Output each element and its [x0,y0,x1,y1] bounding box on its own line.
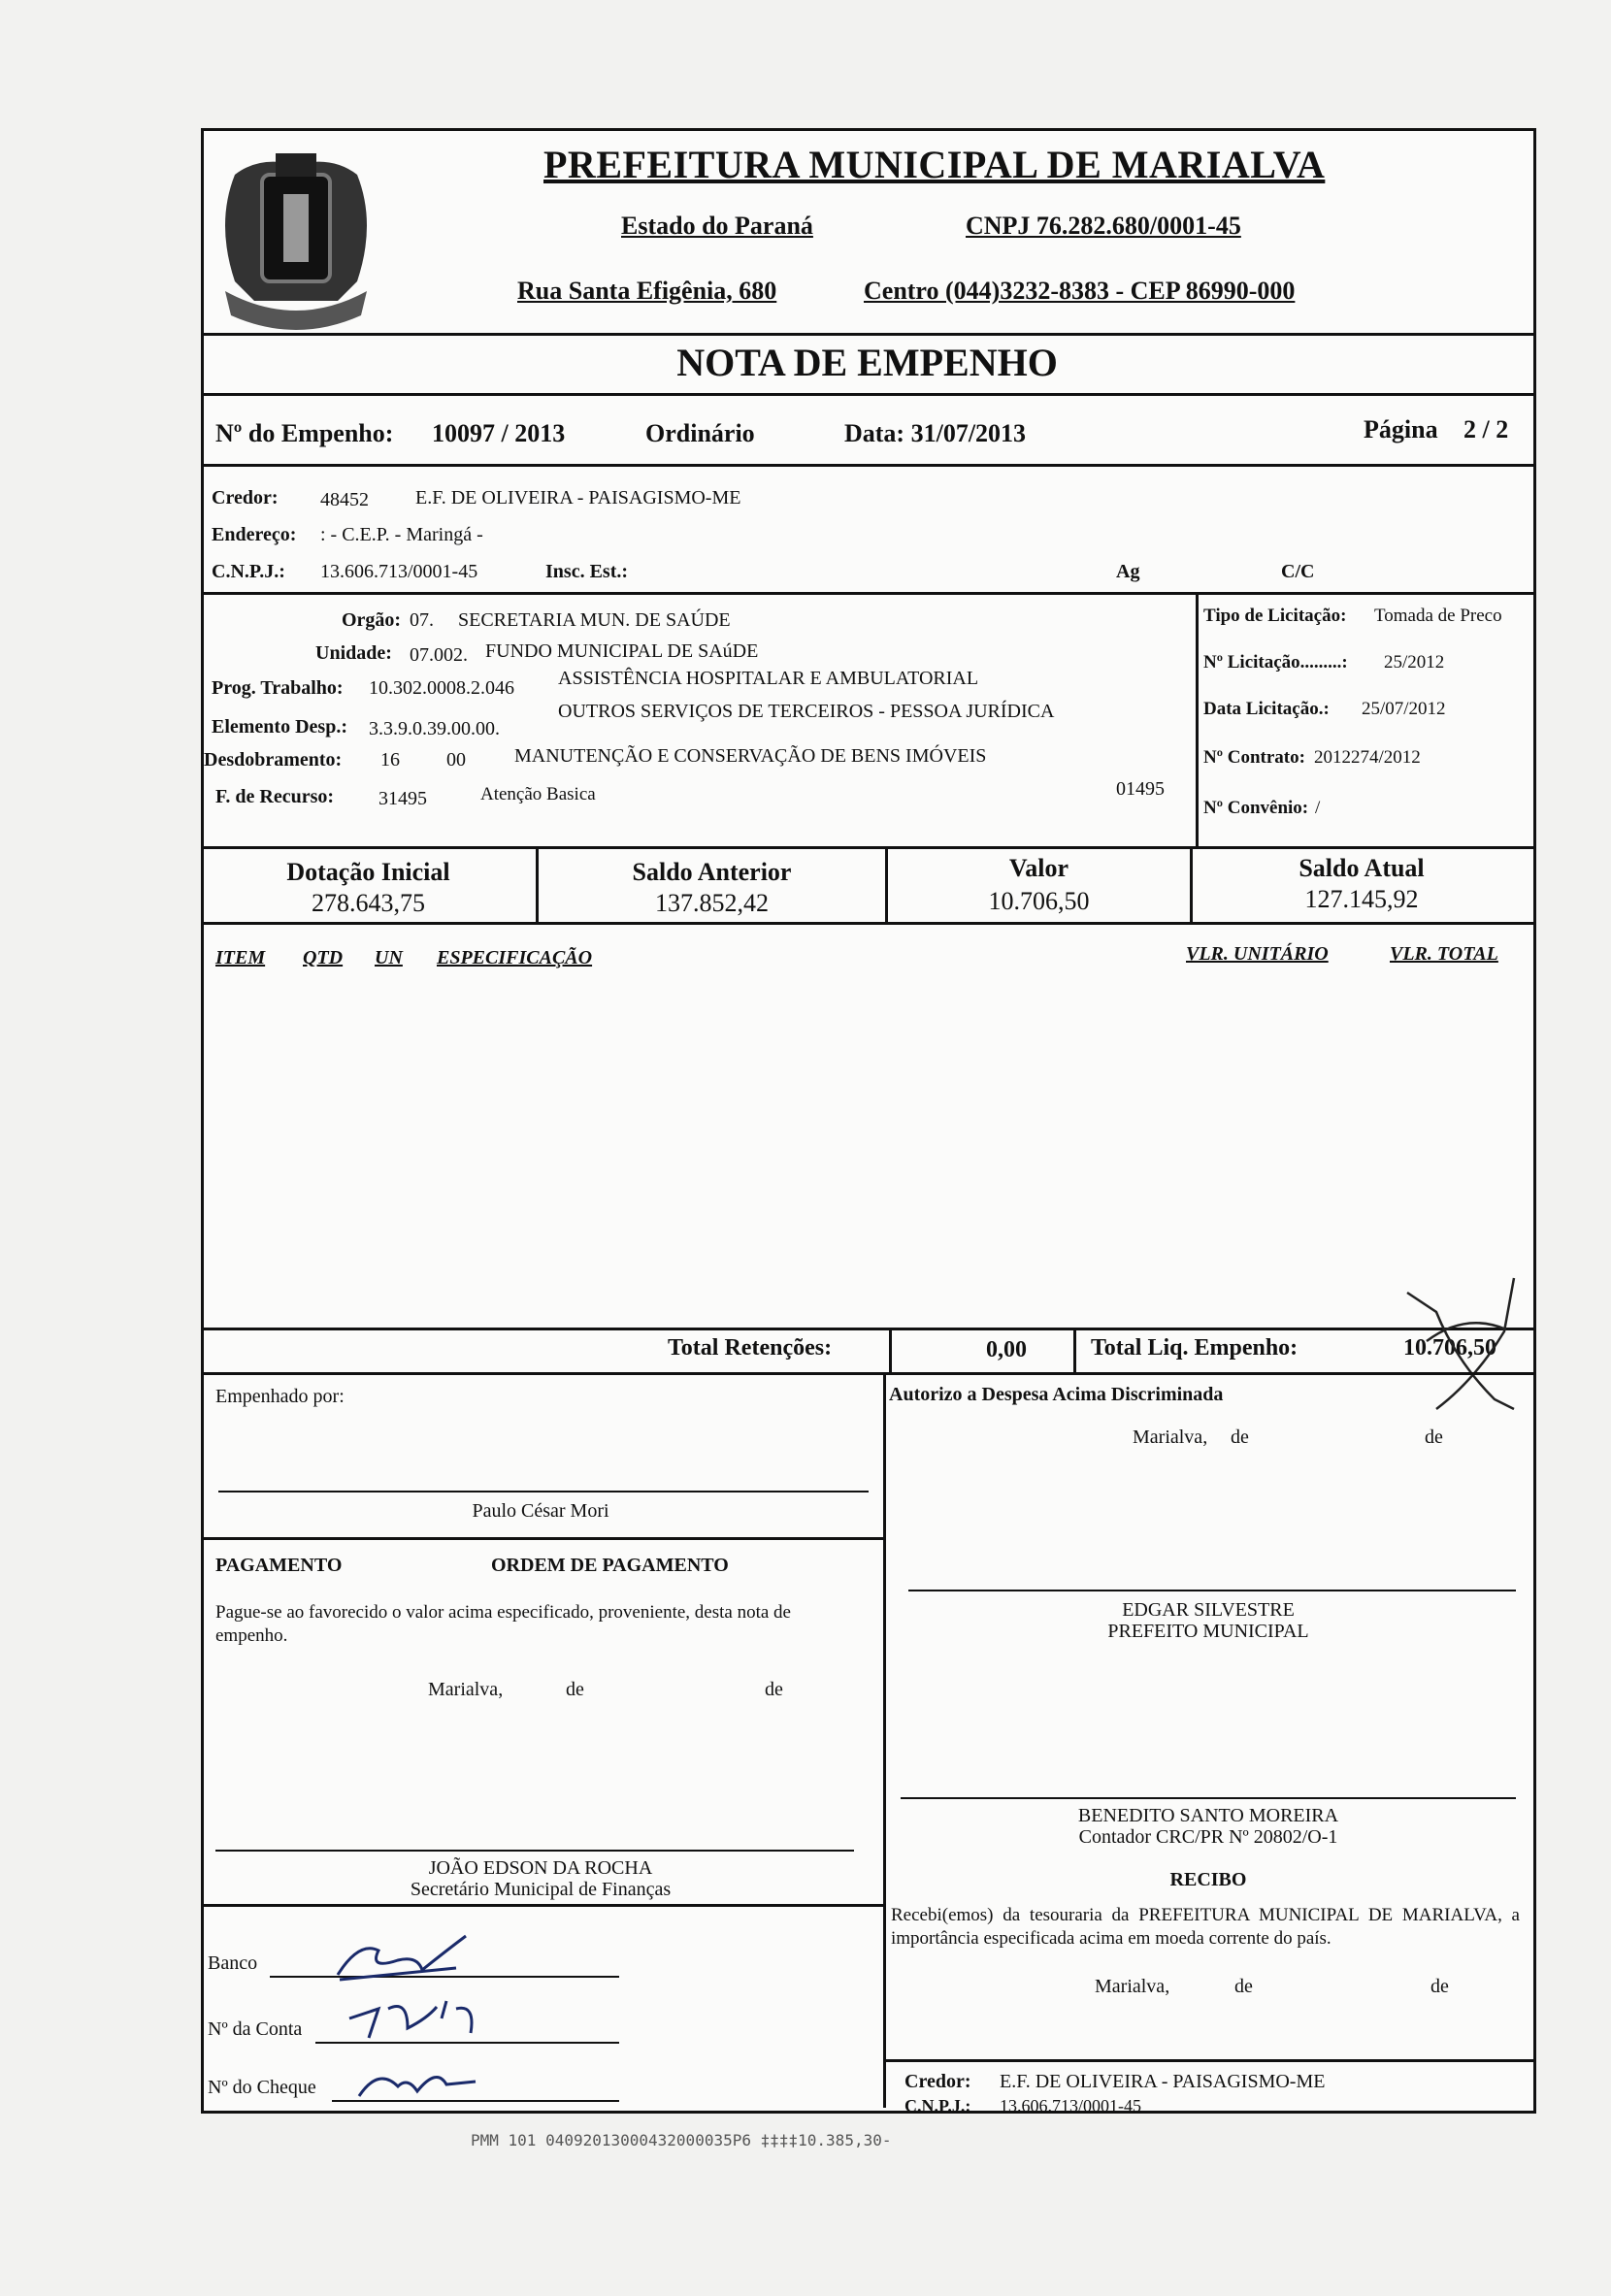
endereco-value: : - C.E.P. - Maringá - [320,524,483,545]
credor-code: 48452 [320,489,369,510]
recurso-code: 31495 [378,788,427,809]
data-licitacao-value: 25/07/2012 [1362,699,1446,719]
contrato-value: 2012274/2012 [1314,747,1421,768]
contador-name: BENEDITO SANTO MOREIRA [1077,1805,1339,1826]
col-qtd: QTD [303,947,344,968]
data-licitacao-label: Data Licitação.: [1203,699,1330,719]
pague-de-1: de [566,1679,584,1700]
tipo-licitacao-value: Tomada de Preco [1374,606,1502,626]
cc-label: C/C [1281,561,1315,582]
ag-label: Ag [1116,561,1140,582]
saldo-atual-value: 127.145,92 [1304,885,1419,913]
dotacao-label: Dotação Inicial [286,858,450,886]
desdobramento-label: Desdobramento: [204,749,343,771]
unidade-label: Unidade: [315,642,392,664]
recibo-de-2: de [1430,1976,1449,1997]
empenhado-label: Empenhado por: [215,1386,345,1407]
pagamento-label: PAGAMENTO [215,1555,343,1576]
autorizo-label: Autorizo a Despesa Acima Discriminada [889,1384,1224,1405]
recurso-label: F. de Recurso: [215,786,335,807]
col-vlr-total: VLR. TOTAL [1390,943,1498,965]
prefeito-name: EDGAR SILVESTRE [1122,1599,1295,1621]
valor-value: 10.706,50 [988,887,1090,915]
recibo-text: Recebi(emos) da tesouraria da PREFEITURA MUNICIPAL DE MARIALVA, a importância especificada acima em moeda corrente do país. [891,1905,1520,1949]
contrato-label: Nº Contrato: [1203,747,1305,768]
elemento-name: OUTROS SERVIÇOS DE TERCEIROS - PESSOA JURÍDICA [558,701,1055,722]
conta-label: Nº da Conta [208,2018,303,2040]
convenio-value: / [1315,798,1321,818]
pague-de-2: de [765,1679,783,1700]
saldo-atual-label: Saldo Atual [1299,854,1425,882]
orgao-code: 07. [410,609,434,631]
city-cnpj: CNPJ 76.282.680/0001-45 [966,212,1241,240]
total-liquido-value: 10.706,50 [1403,1335,1496,1361]
secretario-name: JOÃO EDSON DA ROCHA [428,1857,653,1879]
page-number: 2 / 2 [1463,415,1509,443]
cheque-label: Nº do Cheque [208,2077,316,2098]
recibo-cnpj-value: 13.606.713/0001-45 [1000,2096,1141,2116]
pague-city: Marialva, [428,1679,504,1700]
num-licitacao-label: Nº Licitação.........: [1203,652,1348,672]
contador-title: Contador CRC/PR Nº 20802/O-1 [1078,1826,1338,1848]
cnpj-value: 13.606.713/0001-45 [320,561,478,582]
pague-text: Pague-se ao favorecido o valor acima especificado, proveniente, desta nota de empenho. [215,1602,791,1646]
signature-line-prefeito [908,1590,1516,1591]
secretario-title: Secretário Municipal de Finanças [410,1879,672,1900]
desdobramento-code-2: 00 [446,749,466,771]
tipo-licitacao-label: Tipo de Licitação: [1203,606,1347,626]
saldo-anterior-value: 137.852,42 [655,889,769,917]
unidade-name: FUNDO MUNICIPAL DE SAúDE [485,640,759,662]
banco-label: Banco [208,1952,258,1974]
empenho-type: Ordinário [645,419,755,447]
credor-name: E.F. DE OLIVEIRA - PAISAGISMO-ME [415,487,741,508]
prog-code: 10.302.0008.2.046 [369,677,514,699]
state-name: Estado do Paraná [621,212,813,240]
prefeito-title: PREFEITO MUNICIPAL [1107,1621,1309,1642]
page-title: PREFEITURA MUNICIPAL DE MARIALVA [543,143,1326,186]
recibo-cnpj-label: C.N.P.J.: [904,2096,971,2116]
cnpj-label: C.N.P.J.: [212,561,285,582]
endereco-label: Endereço: [212,524,297,545]
signature-line-contador [901,1797,1516,1799]
elemento-label: Elemento Desp.: [212,716,347,738]
orgao-name: SECRETARIA MUN. DE SAÚDE [458,609,731,631]
orgao-label: Orgão: [342,609,402,631]
autorizo-city: Marialva, [1133,1427,1208,1448]
dotacao-value: 278.643,75 [312,889,425,917]
recibo-de-1: de [1234,1976,1253,1997]
col-un: UN [375,947,403,968]
autorizo-de-2: de [1425,1427,1443,1448]
empenhado-name: Paulo César Mori [472,1500,609,1522]
signature-line-empenhado [218,1491,869,1492]
handwritten-check-mark-icon [1397,1273,1524,1419]
total-liquido-label: Total Liq. Empenho: [1091,1335,1299,1361]
recibo-label: RECIBO [1169,1869,1247,1890]
recibo-credor-label: Credor: [904,2071,971,2092]
insc-label: Insc. Est.: [545,561,629,582]
ordem-pagamento-label: ORDEM DE PAGAMENTO [491,1555,729,1576]
recibo-credor-value: E.F. DE OLIVEIRA - PAISAGISMO-ME [1000,2071,1326,2092]
city-address: Rua Santa Efigênia, 680 [517,277,777,305]
empenho-label: Nº do Empenho: [215,419,394,447]
elemento-code: 3.3.9.0.39.00.00. [369,718,500,739]
empenho-number: 10097 / 2013 [432,419,566,447]
desdobramento-code-1: 16 [380,749,400,771]
prog-name: ASSISTÊNCIA HOSPITALAR E AMBULATORIAL [558,668,979,689]
credor-label: Credor: [212,487,279,508]
saldo-anterior-label: Saldo Anterior [632,858,792,886]
document-title: NOTA DE EMPENHO [676,341,1058,384]
signature-line-secretario [215,1850,854,1852]
city-contact: Centro (044)3232-8383 - CEP 86990-000 [864,277,1296,305]
prog-label: Prog. Trabalho: [212,677,344,699]
handwritten-signatures-icon [330,1931,505,2116]
retencoes-value: 0,00 [986,1337,1027,1362]
col-item: ITEM [215,947,266,968]
num-licitacao-value: 25/2012 [1384,652,1445,672]
valor-label: Valor [1008,854,1069,882]
recurso-extra: 01495 [1116,778,1165,800]
recibo-city: Marialva, [1095,1976,1170,1997]
autorizo-de-1: de [1231,1427,1249,1448]
page-label: Página [1364,415,1438,443]
footer-code: PMM 101 04092013000432000035P6 ‡‡‡‡10.385,30- [471,2131,892,2149]
col-vlr-unitario: VLR. UNITÁRIO [1186,943,1329,965]
convenio-label: Nº Convênio: [1203,798,1309,818]
empenho-date: Data: 31/07/2013 [844,419,1027,447]
desdobramento-name: MANUTENÇÃO E CONSERVAÇÃO DE BENS IMÓVEIS [514,745,987,767]
coat-of-arms-icon [206,136,386,340]
col-especificacao: ESPECIFICAÇÃO [437,947,593,968]
recurso-name: Atenção Basica [480,784,596,804]
retencoes-label: Total Retenções: [668,1335,833,1361]
unidade-code: 07.002. [410,644,468,666]
